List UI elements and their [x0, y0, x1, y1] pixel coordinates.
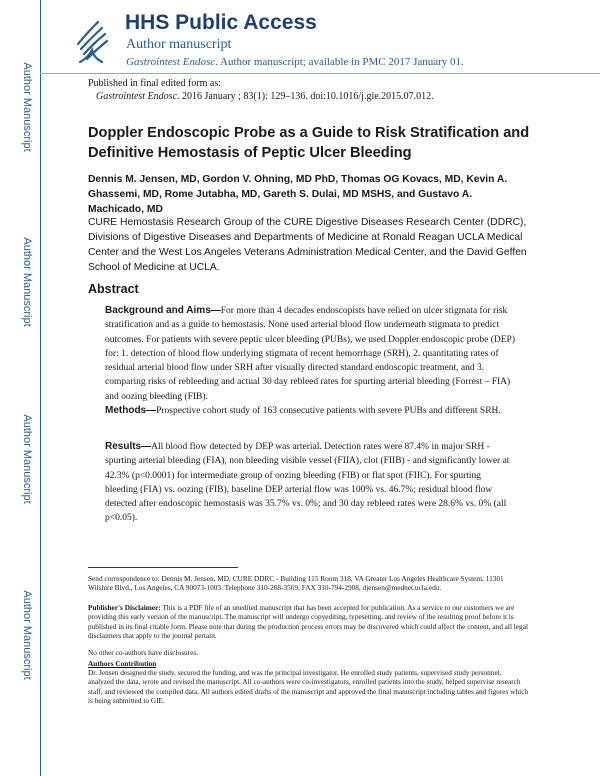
methods-text: Prospective cohort study of 163 consecutive patients with severe PUBs and different SRH.: [156, 406, 501, 416]
citation-details: . 2016 January ; 83(1): 129–136. doi:10.1016/j.gie.2015.07.012.: [177, 90, 434, 102]
disclaimer-text: This is a PDF file of an unedited manuscript that has been accepted for publication. As a service to our customers we are providing this early version of the manuscript. The manuscript will undergo copyediting, typesetting, and review of the resulting proof before it is published in its final citable form. Please note that during the production process errors may be discovered which could affect the content, and all legal disclaimers that apply to the journal pertain.: [88, 603, 528, 640]
abstract-background: [105, 304, 515, 404]
paper-title: Doppler Endoscopic Probe as a Guide to Risk Stratification and Definitive Hemostasis of Peptic Ulcer Bleeding: [88, 125, 530, 161]
sidebar-label: Author Manuscript: [21, 414, 33, 504]
published-in-label: Published in final edited form as:: [88, 78, 222, 89]
sidebar-label: Author Manuscript: [21, 237, 33, 327]
publisher-disclaimer: [88, 603, 528, 640]
correspondence-note: Send correspondence to: Dennis M. Jensen, MD, CURE DDRC - Building 115 Room 318, VA Greater Los Angeles Healthcare System, 11301 Wilshire Blvd., Los Angeles, CA 90073-1003. Telephone 310-268-3569, FAX 310-794-2908, djensen@mednet.ucla.edu.: [88, 574, 504, 593]
background-label: Background and Aims—: [105, 305, 221, 316]
header-divider: [40, 73, 600, 74]
author-manuscript-sidebar: [0, 0, 41, 776]
abstract-results: [105, 440, 515, 526]
author-list: Dennis M. Jensen, MD, Gordon V. Ohning, MD PhD, Thomas OG Kovacs, MD, Kevin A. Ghassemi, MD, Rome Jutabha, MD, Gareth S. Dulai, MD MSHS, and Gustavo A. Machicado, MD: [88, 174, 508, 215]
abstract-methods: [105, 404, 515, 418]
disclaimer-label: Publisher's Disclaimer:: [88, 603, 161, 612]
disclosures-note: No other co-authors have disclosures.: [88, 648, 199, 657]
methods-label: Methods—: [105, 405, 157, 416]
abstract-heading: Abstract: [88, 282, 139, 296]
contributions-label: Authors Contribution: [88, 659, 157, 668]
contributions-text: Dr. Jensen designed the study, secured the funding, and was the principal investigator. He enrolled study patients, supervised study personnel, analyzed the data, wrote and revised the manuscript. All co-authors were co-investigators, enrolled patients into the study, helped supervise research staff, and reviewed the compiled data. All authors edited drafts of the manuscript and approved the final manuscript including tables and figures which is being submitted to GIE.: [88, 668, 528, 705]
sidebar-label: Author Manuscript: [21, 590, 33, 680]
background-text: For more than 4 decades endoscopists have relied on ulcer stigmata for risk stratification and as a guide to hemostasis. None used arterial blood flow underneath stigmata to predict outcomes. For patients with severe peptic ulcer bleeding (PUBs), we used Doppler endoscopic probe (DEP) for: 1. detection of blood flow underlying stigmata of recent hemorrhage (SRH), 2. quantitating rates of residual arterial blood flow under SRH after visually directed standard endoscopic treatment, and 3. comparing risks of rebleeding and actual 30 day rebleed rates for spurting arterial bleeding (Forrest – FIA) and oozing bleeding (FIB).: [105, 306, 515, 402]
affiliation: CURE Hemostasis Research Group of the CURE Digestive Diseases Research Center (DDRC), Divisions of Digestive Diseases and Departments of Medicine at Ronald Reagan UCLA Medical Center and the West Los Angeles Veterans Administration Medical Center, and the David Geffen School of Medicine at UCLA.: [88, 217, 527, 273]
hhs-eagle-logo-icon: [72, 14, 112, 68]
availability-text: . Author manuscript; available in PMC 2017 January 01.: [215, 56, 464, 68]
results-text: All blood flow detected by DEP was arterial. Detection rates were 87.4% in major SRH - spurting arterial bleeding (FIA), non bleeding visible vessel (FIIA), clot (FIIB) - and significantly lower at 42.3% (p<0.0001) for intermediate group of oozing bleeding (FIB) or flat spot (FIIC). For spurting bleeding (FIA) vs. oozing (FIB), baseline DEP arterial flow was 100% vs. 46.7%; residual blood flow detected after endoscopic hemostasis was 35.7% vs. 0%; and 30 day rebleed rates were 28.6% vs. 0% (all p<0.05).: [105, 442, 510, 524]
citation-journal: Gastrointest Endosc: [96, 90, 178, 102]
author-manuscript-subtitle: Author manuscript: [126, 37, 232, 52]
hhs-public-access-title: HHS Public Access: [125, 11, 317, 34]
contributions-heading: [88, 659, 528, 668]
citation-line: [88, 91, 558, 104]
journal-availability-line: [126, 55, 464, 69]
publication-info: [88, 78, 558, 103]
footnote-divider: [88, 567, 238, 568]
sidebar-label: Author Manuscript: [21, 62, 33, 152]
journal-name: Gastrointest Endosc: [126, 56, 216, 68]
results-label: Results—: [105, 441, 152, 452]
